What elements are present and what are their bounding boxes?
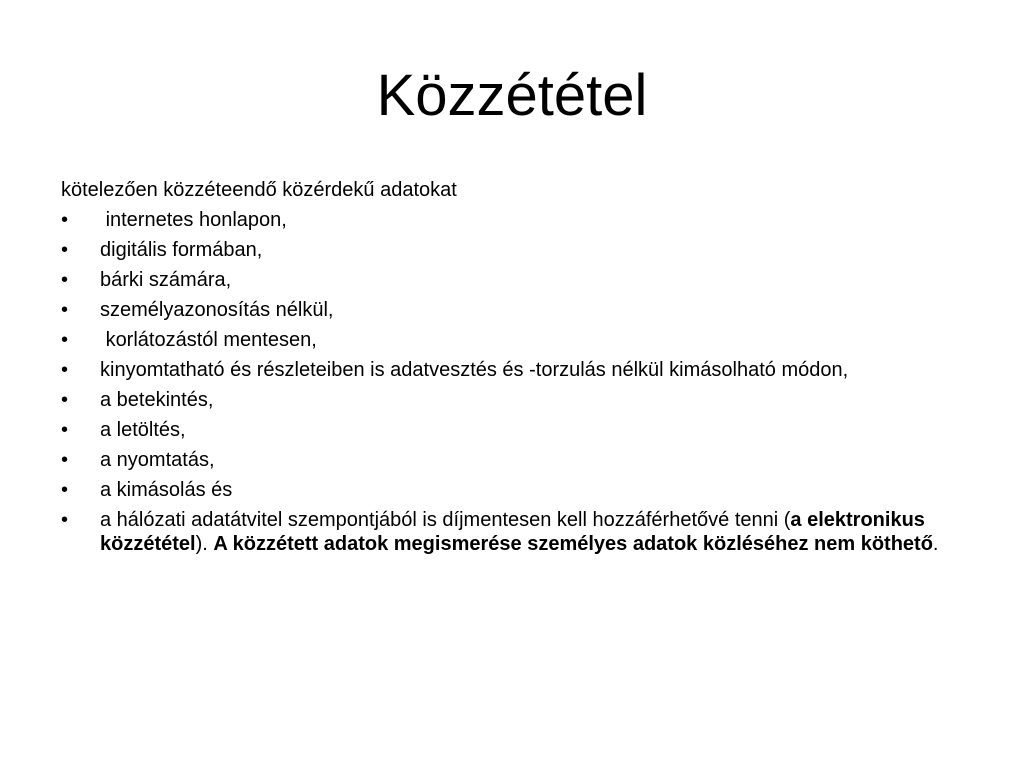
- list-item: [61, 298, 941, 322]
- list-item: [61, 328, 941, 352]
- list-item-text: kinyomtatható és részleteiben is adatvesztés és -torzulás nélkül kimásolható módon,: [100, 359, 849, 381]
- list-item: [61, 418, 941, 442]
- bullet-icon: •: [61, 389, 69, 411]
- last-item-bold1: a elektronikus közzététel: [100, 509, 931, 555]
- list-item-text: digitális formában,: [100, 239, 263, 261]
- slide-title: Közzététel: [376, 63, 648, 128]
- bullet-icon: •: [61, 329, 69, 351]
- list-item: [61, 238, 941, 262]
- list-item-text: korlátozástól mentesen,: [100, 329, 317, 351]
- list-item-text: bárki számára,: [100, 269, 232, 291]
- list-item-text: a kimásolás és: [100, 479, 233, 501]
- bullet-icon: •: [61, 359, 69, 381]
- last-item-part1: a hálózati adatátvitel szempontjából is díjmentesen kell hozzáférhetővé tenni (: [100, 509, 791, 531]
- list-item: [61, 448, 941, 472]
- last-item-bold2: A közzétett adatok megismerése személyes adatok közléséhez nem köthető: [213, 533, 933, 555]
- list-item-text: a betekintés,: [100, 389, 214, 411]
- list-item-text: a nyomtatás,: [100, 449, 215, 471]
- list-item: [61, 208, 941, 232]
- bullet-icon: •: [61, 419, 69, 441]
- bullet-icon: •: [61, 269, 69, 291]
- last-item-part2: ).: [195, 533, 214, 555]
- bullet-list: [61, 208, 941, 556]
- list-item: [61, 358, 941, 382]
- bullet-icon: •: [61, 299, 69, 321]
- list-item-last: [61, 508, 941, 556]
- last-item-part3: .: [932, 533, 939, 555]
- slide-body: [61, 178, 941, 562]
- list-item: [61, 268, 941, 292]
- bullet-icon: •: [61, 209, 69, 231]
- bullet-icon: •: [61, 509, 69, 531]
- list-item: [61, 388, 941, 412]
- list-item-text: a letöltés,: [100, 419, 186, 441]
- list-item-text: személyazonosítás nélkül,: [100, 299, 334, 321]
- bullet-icon: •: [61, 479, 69, 501]
- list-item-text: [100, 509, 938, 555]
- list-item-text: internetes honlapon,: [100, 209, 287, 231]
- list-item: [61, 478, 941, 502]
- bullet-icon: •: [61, 239, 69, 261]
- bullet-icon: •: [61, 449, 69, 471]
- intro-text: kötelezően közzéteendő közérdekű adatokat: [61, 179, 457, 201]
